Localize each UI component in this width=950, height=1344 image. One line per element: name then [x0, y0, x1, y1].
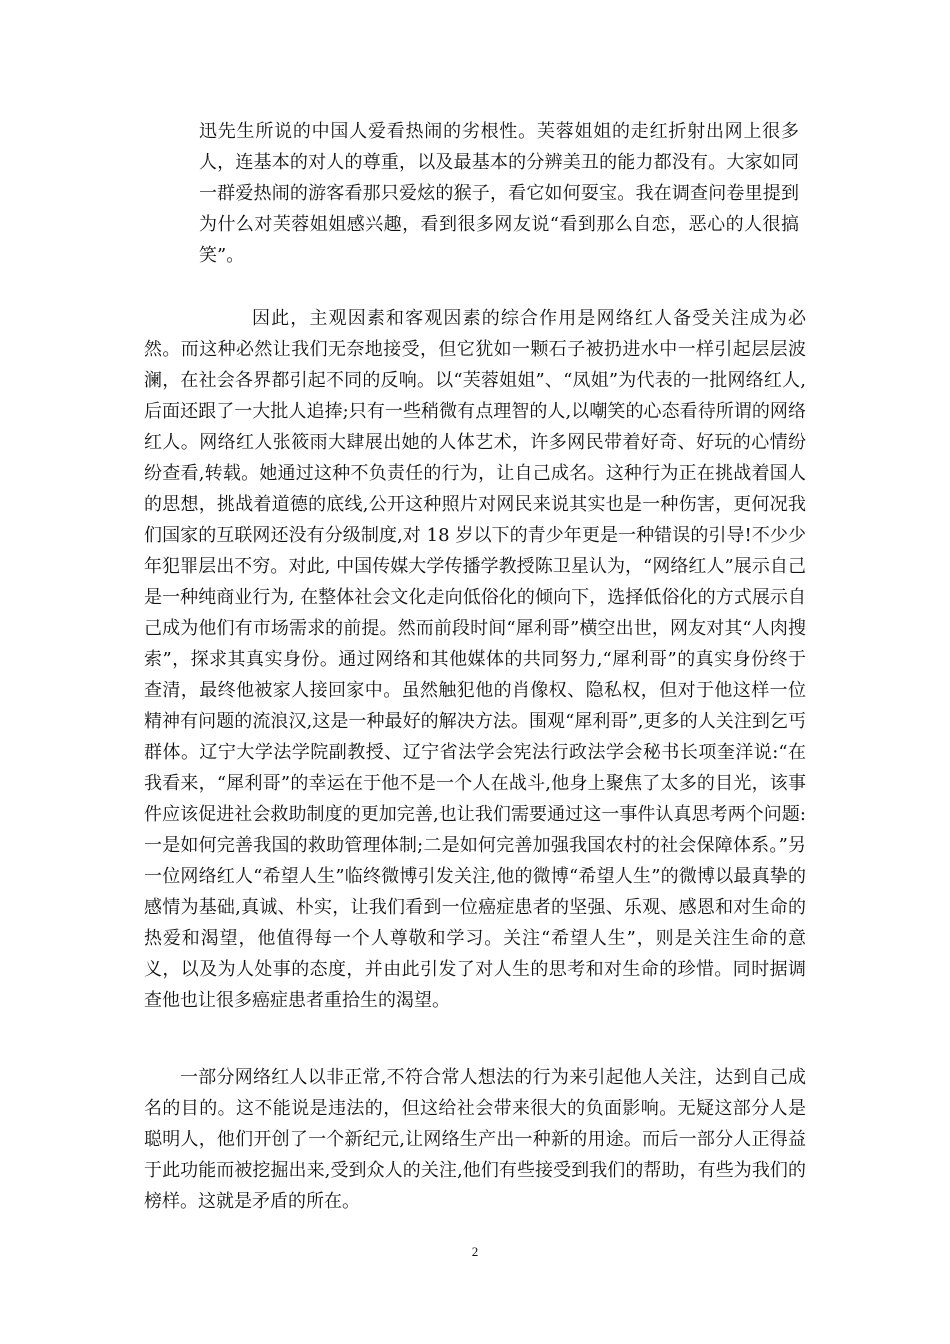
- body-paragraph-1: 因此，主观因素和客观因素的综合作用是网络红人备受关注成为必然。而这种必然让我们无奈地接受，但它犹如一颗石子被扔进水中一样引起层层波澜，在社会各界都引起不同的反响。以“芙蓉姐姐”、“凤姐”为代表的一批网络红人,后面还跟了一大批人追捧;只有一些稍微有点理智的人,以嘲笑的心态看待所谓的网络红人。网络红人张筱雨大肆展出她的人体艺术，许多网民带着好奇、好玩的心情纷纷查看,转载。她通过这种不负责任的行为，让自己成名。这种行为正在挑战着国人的思想，挑战着道德的底线,公开这种照片对网民来说其实也是一种伤害，更何况我们国家的互联网还没有分级制度,对 18 岁以下的青少年更是一种错误的引导!不少少年犯罪层出不穷。对此, 中国传媒大学传播学教授陈卫星认为，“网络红人”展示自己是一种纯商业行为, 在整体社会文化走向低俗化的倾向下，选择低俗化的方式展示自己成为他们有市场需求的前提。然而前段时间“犀利哥”横空出世，网友对其“人肉搜索”，探求其真实身份。通过网络和其他媒体的共同努力,“犀利哥”的真实身份终于查清，最终他被家人接回家中。虽然触犯他的肖像权、隐私权，但对于他这样一位精神有问题的流浪汉,这是一种最好的解决方法。围观“犀利哥”,更多的人关注到乞丐群体。辽宁大学法学院副教授、辽宁省法学会宪法行政法学会秘书长项奎洋说:“在我看来，“犀利哥”的幸运在于他不是一个人在战斗,他身上聚焦了太多的目光，该事件应该促进社会救助制度的更加完善,也让我们需要通过这一事件认真思考两个问题:一是如何完善我国的救助管理体制;二是如何完善加强我国农村的社会保障体系。”另一位网络红人“希望人生”临终微博引发关注,他的微博“希望人生”的微博以最真挚的感情为基础,真诚、朴实，让我们看到一位癌症患者的坚强、乐观、感恩和对生命的热爱和渴望，他值得每一个人尊敬和学习。关注“希望人生”，则是关注生命的意义，以及为人处事的态度，并由此引发了对人生的思考和对生命的珍惜。同时据调查他也让很多癌症患者重拾生的渴望。: [144, 308, 806, 1011]
- body-paragraph-2: 一部分网络红人以非正常,不符合常人想法的行为来引起他人关注，达到自己成名的目的。这不能说是违法的，但这给社会带来很大的负面影响。无疑这部分人是聪明人，他们开创了一个新纪元,让网络生产出一种新的用途。而后一部分人正得益于此功能而被挖掘出来,受到众人的关注,他们有些接受到我们的帮助，有些为我们的榜样。这就是矛盾的所在。: [144, 1067, 806, 1212]
- page-number: 2: [471, 1244, 479, 1259]
- quote-paragraph: 迅先生所说的中国人爱看热闹的劣根性。芙蓉姐姐的走红折射出网上很多人，连基本的对人的尊重，以及最基本的分辨美丑的能力都没有。大家如同一群爱热闹的游客看那只爱炫的猴子，看它如何耍宝。我在调查问卷里提到为什么对芙蓉姐姐感兴趣，看到很多网友说“看到那么自恋，恶心的人很搞笑”。: [199, 121, 799, 266]
